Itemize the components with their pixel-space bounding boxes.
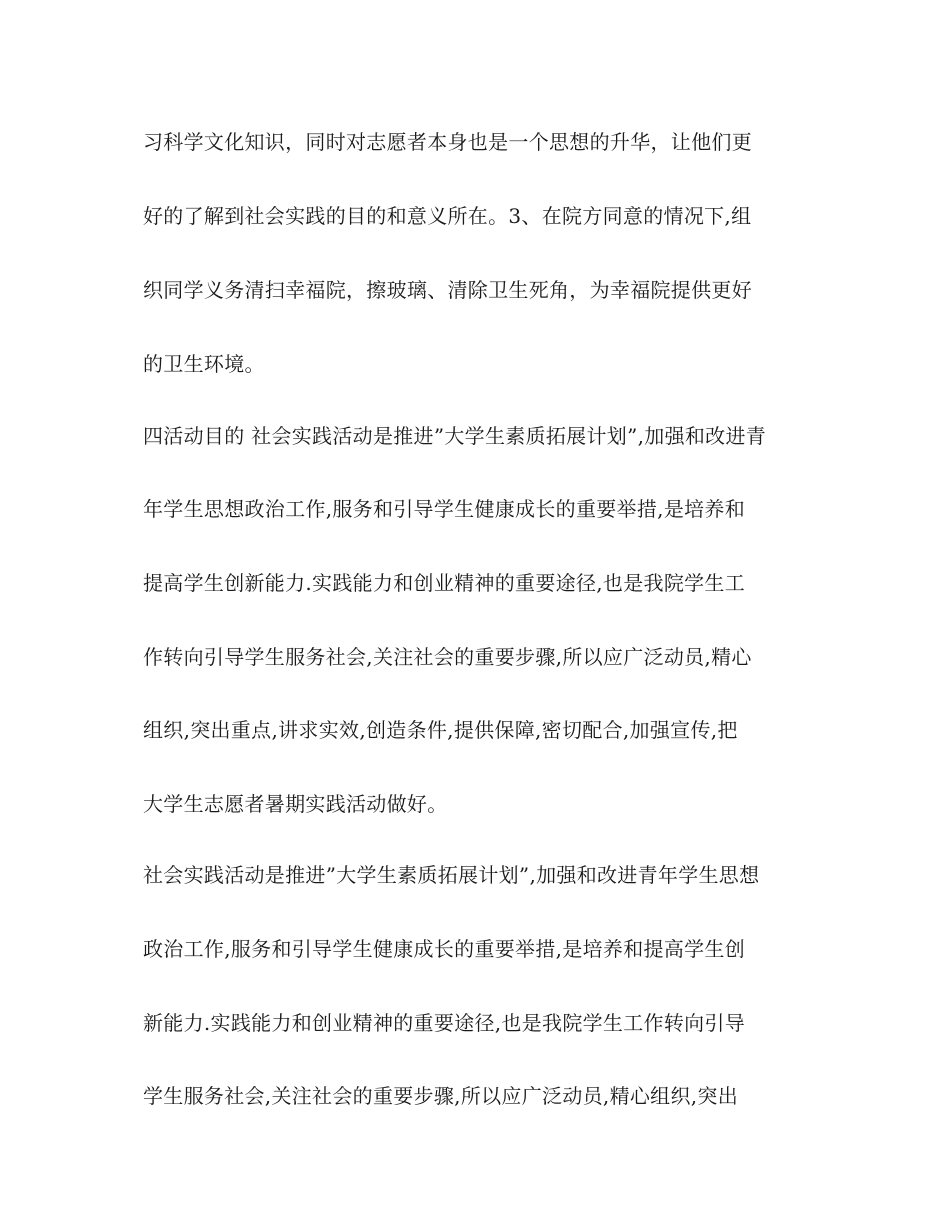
text-line: 提高学生创新能力.实践能力和创业精神的重要途径,也是我院学生工 xyxy=(143,571,746,595)
text-line: 学生服务社会,关注社会的重要步骤,所以应广泛动员,精心组织,突出 xyxy=(143,1084,739,1108)
text-line: 社会实践活动是推进”大学生素质拓展计划”,加强和改进青年学生思想 xyxy=(143,863,760,887)
text-line: 组织,突出重点,讲求实效,创造条件,提供保障,密切配合,加强宣传,把 xyxy=(143,718,738,742)
text-line: 政治工作,服务和引导学生健康成长的重要举措,是培养和提高学生创 xyxy=(143,937,746,961)
text-line: 的卫生环境。 xyxy=(143,352,265,376)
text-line: 好的了解到社会实践的目的和意义所在。3、在院方同意的情况下,组 xyxy=(143,204,752,228)
text-line: 大学生志愿者暑期实践活动做好。 xyxy=(143,792,448,816)
text-line: 织同学义务清扫幸福院，擦玻璃、清除卫生死角，为幸福院提供更好 xyxy=(143,278,752,302)
text-line: 年学生思想政治工作,服务和引导学生健康成长的重要举措,是培养和 xyxy=(143,497,746,521)
text-line: 新能力.实践能力和创业精神的重要途径,也是我院学生工作转向引导 xyxy=(143,1011,746,1035)
text-line: 习科学文化知识，同时对志愿者本身也是一个思想的升华，让他们更 xyxy=(143,130,752,154)
text-line: 作转向引导学生服务社会,关注社会的重要步骤,所以应广泛动员,精心 xyxy=(143,645,752,669)
section-heading-line: 四活动目的 社会实践活动是推进”大学生素质拓展计划”,加强和改进青 xyxy=(143,424,767,448)
